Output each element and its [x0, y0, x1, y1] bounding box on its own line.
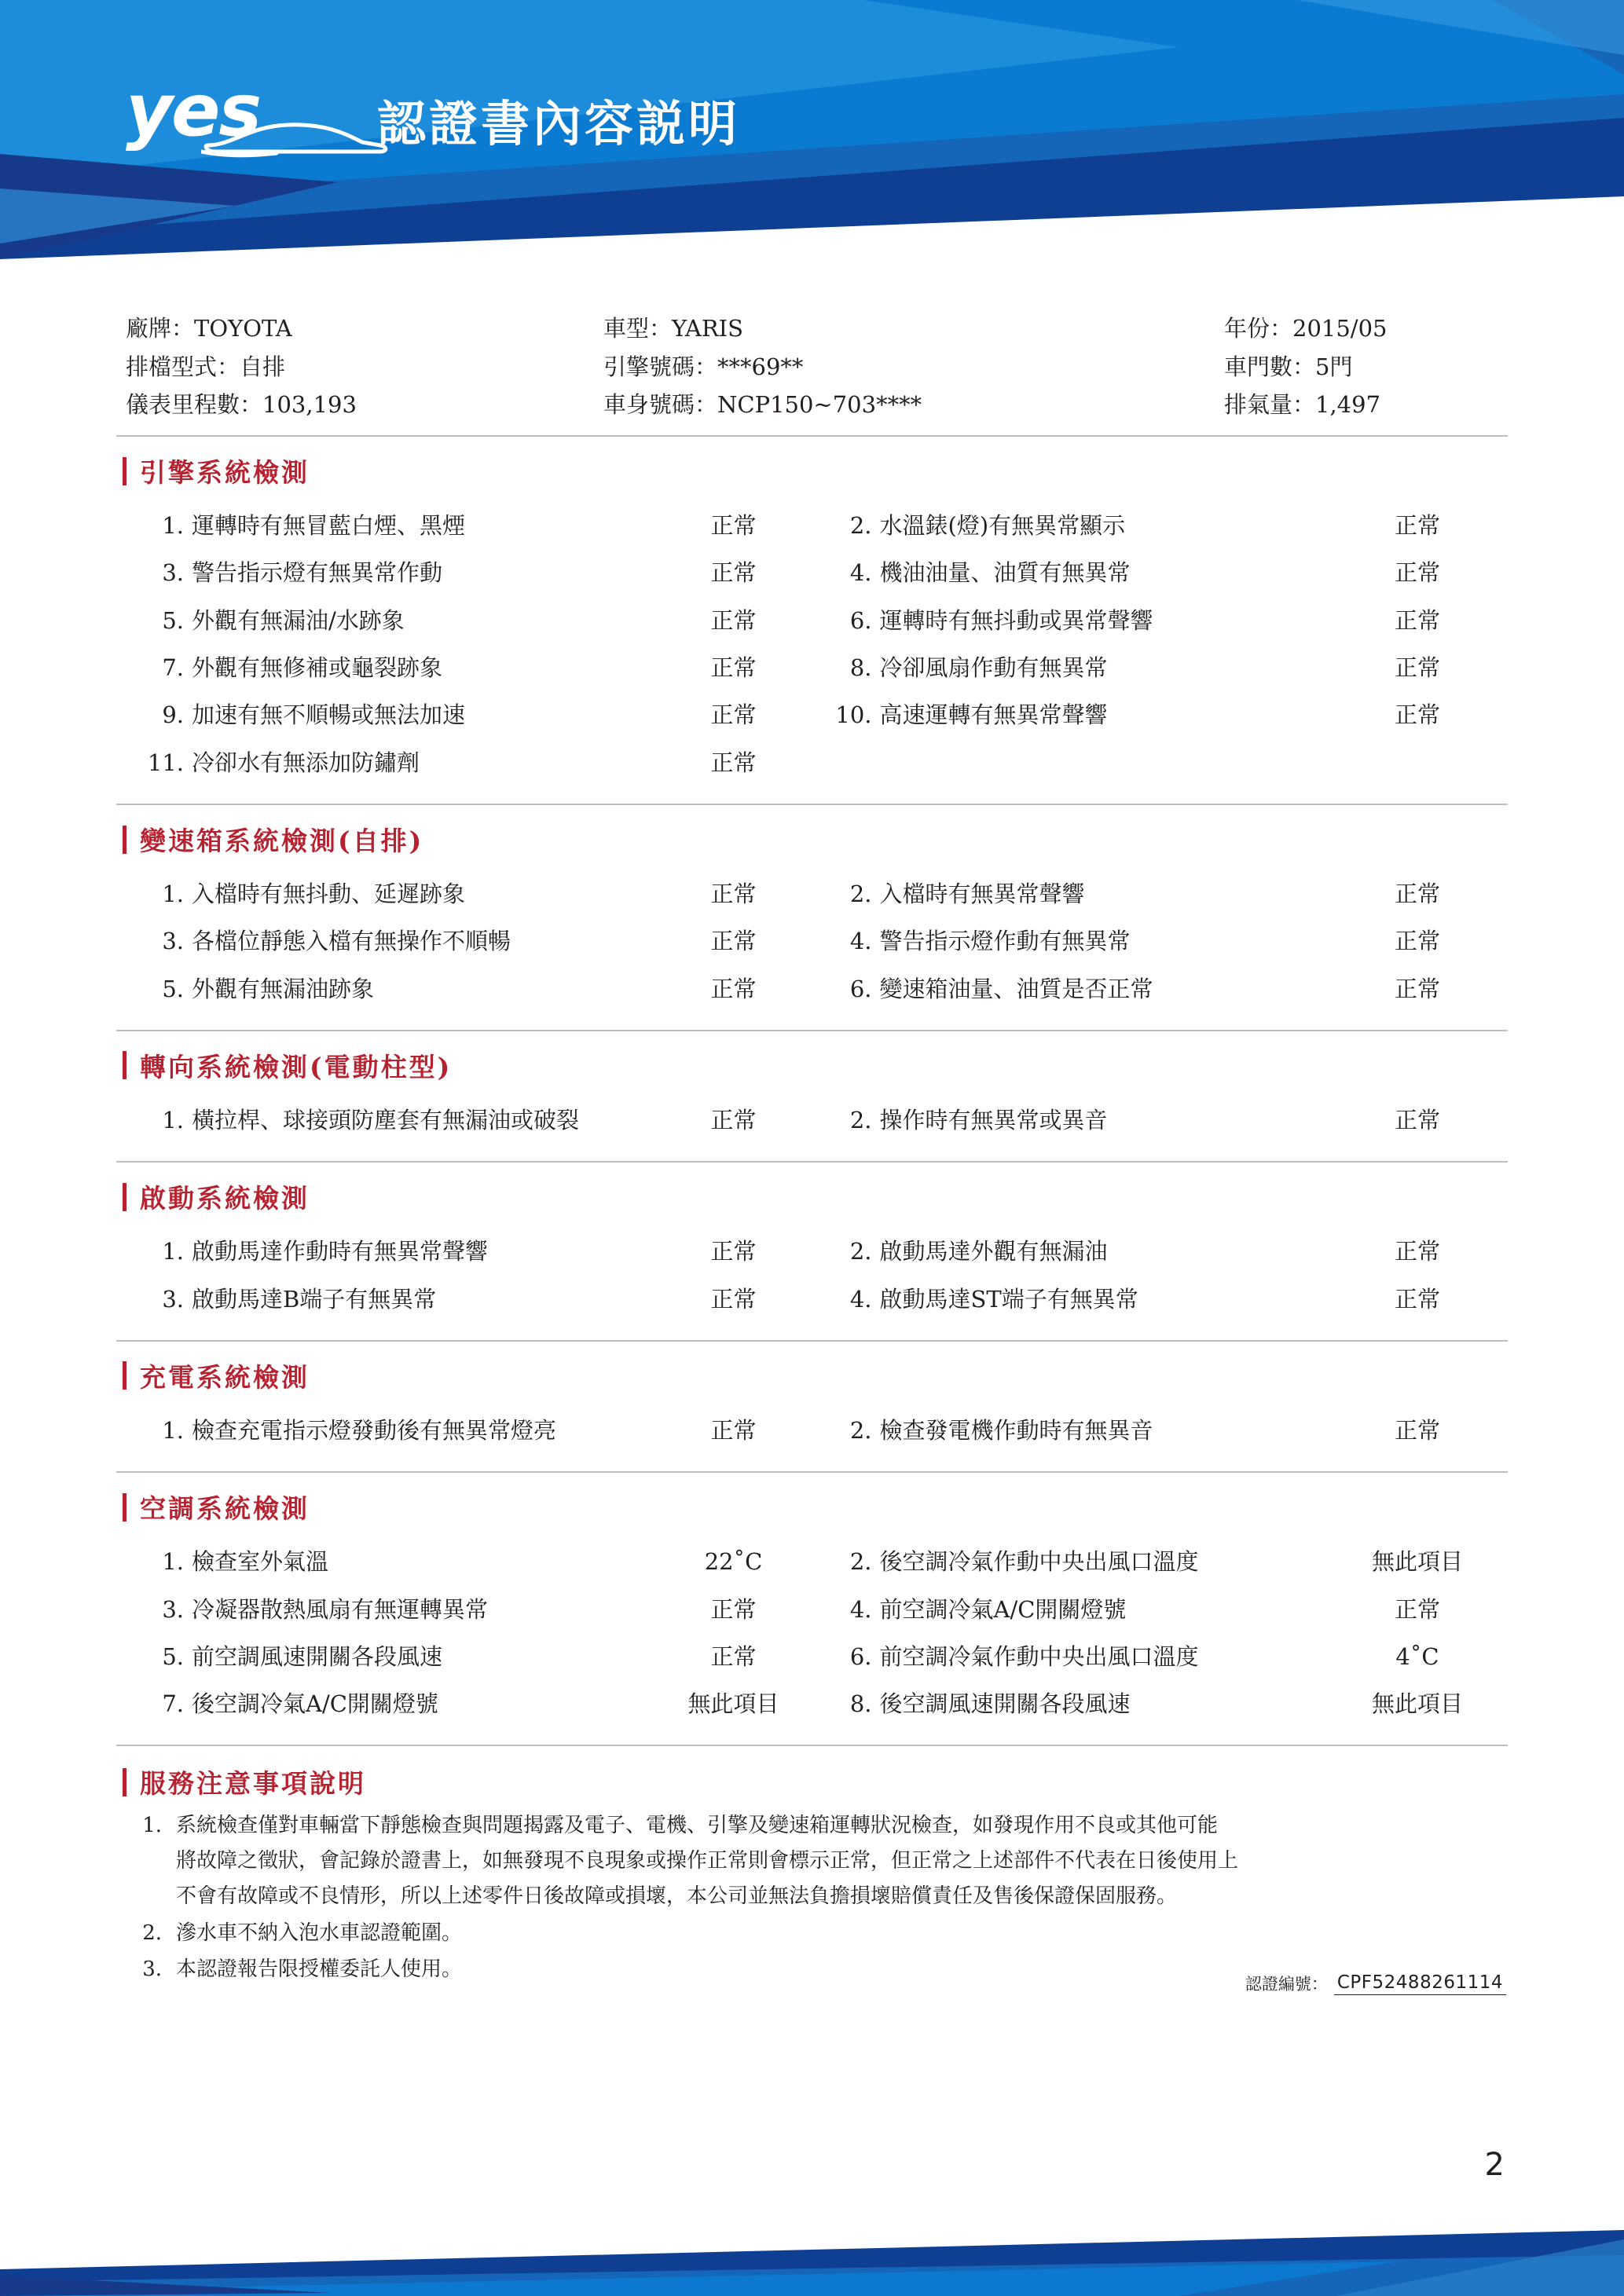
section-title	[116, 1163, 1508, 1225]
section-title-text: 空調系統檢測	[140, 1493, 310, 1525]
notes-title-text: 服務注意事項說明	[140, 1768, 366, 1800]
inspection-row	[116, 870, 1508, 917]
item-value: 正常	[710, 928, 757, 955]
inspection-items	[116, 867, 1508, 1030]
item-value: 無此項目	[687, 1690, 779, 1718]
page-header	[0, 0, 1624, 297]
item-label: 後空調風速開關各段風速	[879, 1690, 1131, 1718]
item-number: 11.	[147, 749, 184, 776]
note-line: 系統檢查僅對車輛當下靜態檢查與問題揭露及電子、電機、引擎及變速箱運轉狀況檢查，如發現作用不良或其他可能	[176, 1814, 1219, 1838]
vehicle-info-field: 車身號碼：NCP150~703****	[603, 391, 922, 419]
inspection-item	[812, 1407, 1509, 1454]
note-line: 不會有故障或不良情形，所以上述零件日後故障或損壞，本公司並無法負擔損壞賠償責任及售後保證保固服務。	[176, 1884, 1178, 1908]
item-number: 2.	[849, 512, 872, 540]
certificate-number-value: CPF52488261114	[1334, 1972, 1506, 1995]
item-label: 啟動馬達B端子有無異常	[192, 1285, 437, 1313]
inspection-item	[812, 1276, 1509, 1323]
item-value: 正常	[1394, 512, 1440, 540]
inspection-row	[116, 691, 1508, 738]
item-label: 入檔時有無抖動、延遲跡象	[192, 881, 466, 908]
item-number: 2.	[849, 881, 872, 908]
inspection-item	[812, 691, 1509, 738]
item-label: 外觀有無漏油/水跡象	[192, 606, 405, 634]
item-label: 水溫錶(燈)有無異常顯示	[879, 512, 1126, 540]
item-label: 冷卻風扇作動有無異常	[879, 654, 1108, 682]
item-label: 後空調冷氣作動中央出風口溫度	[879, 1548, 1199, 1576]
section-accent-bar	[123, 1361, 126, 1390]
item-value: 正常	[710, 1106, 757, 1133]
item-value: 正常	[1394, 701, 1440, 729]
section-title	[116, 1342, 1508, 1404]
item-number: 2.	[849, 1548, 872, 1576]
item-label: 檢查室外氣溫	[192, 1548, 329, 1576]
item-value: 正常	[710, 975, 757, 1002]
item-value: 正常	[710, 881, 757, 908]
inspection-item	[116, 1633, 812, 1680]
vehicle-info-col-1	[116, 309, 603, 424]
item-number: 8.	[849, 1690, 872, 1718]
section-accent-bar	[123, 1768, 126, 1796]
item-number: 1.	[162, 881, 184, 908]
vehicle-info-field: 車門數：5門	[1224, 353, 1353, 380]
item-value: 4˚C	[1395, 1642, 1439, 1670]
inspection-row	[116, 1228, 1508, 1275]
inspection-item	[116, 644, 812, 691]
inspection-item	[116, 1680, 812, 1727]
item-value: 正常	[1394, 606, 1440, 634]
section-engine	[116, 437, 1508, 805]
inspection-row	[116, 739, 1508, 786]
item-label: 後空調冷氣A/C開關燈號	[192, 1690, 438, 1718]
vehicle-info-field: 年份：2015/05	[1224, 315, 1388, 342]
item-value: 正常	[1394, 928, 1440, 955]
section-accent-bar	[123, 1051, 126, 1079]
item-value: 正常	[1394, 1106, 1440, 1133]
item-number: 4.	[849, 559, 872, 587]
item-label: 前空調冷氣A/C開關燈號	[879, 1595, 1127, 1623]
document-body	[0, 297, 1624, 1989]
notes-list	[116, 1808, 1508, 1987]
inspection-row	[116, 1276, 1508, 1323]
notes-title	[116, 1746, 1508, 1808]
inspection-item	[812, 644, 1509, 691]
logo-text: yes	[126, 68, 261, 152]
inspection-item	[116, 1228, 812, 1275]
inspection-item	[812, 1680, 1509, 1727]
inspection-row	[116, 917, 1508, 965]
section-title-text: 啟動系統檢測	[140, 1183, 310, 1214]
item-number: 3.	[162, 1595, 184, 1623]
item-label: 警告指示燈作動有無異常	[879, 928, 1131, 955]
item-label: 前空調風速開關各段風速	[192, 1642, 443, 1670]
section-starter	[116, 1163, 1508, 1342]
inspection-row	[116, 1633, 1508, 1680]
item-value: 正常	[1394, 1416, 1440, 1444]
item-number: 1.	[162, 1416, 184, 1444]
item-label: 外觀有無修補或龜裂跡象	[192, 654, 443, 682]
item-label: 運轉時有無抖動或異常聲響	[879, 606, 1153, 634]
item-label: 外觀有無漏油跡象	[192, 975, 375, 1002]
item-value: 正常	[710, 701, 757, 729]
inspection-row	[116, 965, 1508, 1013]
item-number: 4.	[849, 1595, 872, 1623]
item-value: 22˚C	[704, 1548, 763, 1576]
inspection-item-empty	[812, 739, 1509, 786]
service-notes	[116, 1746, 1508, 1987]
item-value: 正常	[1394, 1285, 1440, 1313]
inspection-item	[116, 597, 812, 644]
note-item	[132, 1808, 1508, 1913]
item-number: 9.	[162, 701, 184, 729]
item-number: 1.	[162, 512, 184, 540]
item-value: 正常	[710, 1595, 757, 1623]
page-footer	[0, 2194, 1624, 2296]
vehicle-info-field: 排檔型式：自排	[126, 353, 286, 380]
item-value: 正常	[710, 1285, 757, 1313]
inspection-item	[812, 1586, 1509, 1633]
inspection-item	[116, 691, 812, 738]
inspection-item	[812, 965, 1509, 1013]
inspection-item	[116, 549, 812, 596]
section-title	[116, 805, 1508, 867]
item-label: 檢查發電機作動時有無異音	[879, 1416, 1153, 1444]
certificate-number-label: 認證編號：	[1245, 1975, 1328, 1994]
vehicle-info-field: 排氣量：1,497	[1224, 391, 1381, 419]
section-title-text: 充電系統檢測	[140, 1361, 310, 1393]
section-accent-bar	[123, 457, 126, 485]
inspection-row	[116, 1407, 1508, 1454]
section-title	[116, 1473, 1508, 1535]
footer-decoration	[0, 2194, 1624, 2296]
section-title	[116, 437, 1508, 499]
item-number: 4.	[849, 1285, 872, 1313]
item-label: 冷凝器散熱風扇有無運轉異常	[192, 1595, 489, 1623]
inspection-items	[116, 499, 1508, 804]
inspection-item	[116, 917, 812, 965]
item-label: 入檔時有無異常聲響	[879, 881, 1085, 908]
inspection-items	[116, 1535, 1508, 1745]
item-value: 正常	[1394, 654, 1440, 682]
note-number: 3.	[142, 1957, 162, 1982]
item-number: 10.	[835, 701, 872, 729]
item-value: 無此項目	[1371, 1548, 1463, 1576]
inspection-row	[116, 644, 1508, 691]
note-number: 1.	[142, 1814, 162, 1838]
item-label: 警告指示燈有無異常作動	[192, 559, 443, 587]
vehicle-info-field: 廠牌：TOYOTA	[126, 315, 292, 342]
item-number: 3.	[162, 559, 184, 587]
item-value: 正常	[710, 559, 757, 587]
item-label: 啟動馬達外觀有無漏油	[879, 1238, 1108, 1265]
item-number: 5.	[162, 1642, 184, 1670]
item-value: 正常	[710, 749, 757, 776]
inspection-row	[116, 502, 1508, 549]
item-label: 運轉時有無冒藍白煙、黑煙	[192, 512, 466, 540]
item-value: 正常	[710, 1238, 757, 1265]
item-number: 8.	[849, 654, 872, 682]
item-number: 4.	[849, 928, 872, 955]
item-value: 正常	[710, 606, 757, 634]
item-number: 1.	[162, 1106, 184, 1133]
inspection-item	[812, 549, 1509, 596]
item-value: 正常	[710, 1416, 757, 1444]
vehicle-info-field: 儀表里程數：103,193	[126, 391, 357, 419]
inspection-row	[116, 597, 1508, 644]
inspection-item	[812, 1228, 1509, 1275]
item-number: 3.	[162, 928, 184, 955]
inspection-item	[116, 502, 812, 549]
item-number: 2.	[849, 1106, 872, 1133]
item-label: 啟動馬達作動時有無異常聲響	[192, 1238, 489, 1265]
vehicle-info	[116, 297, 1508, 437]
inspection-item	[812, 1097, 1509, 1144]
item-number: 7.	[162, 654, 184, 682]
inspection-item	[812, 597, 1509, 644]
inspection-item	[116, 1586, 812, 1633]
section-title-text: 變速箱系統檢測(自排)	[140, 826, 424, 857]
inspection-item	[116, 1097, 812, 1144]
note-line: 將故障之徵狀，會記錄於證書上，如無發現不良現象或操作正常則會標示正常，但正常之上述部件不代表在日後使用上	[176, 1849, 1239, 1873]
inspection-item	[812, 1633, 1509, 1680]
item-value: 正常	[1394, 559, 1440, 587]
inspection-item	[812, 1538, 1509, 1585]
section-transmission	[116, 805, 1508, 1031]
item-number: 7.	[162, 1690, 184, 1718]
section-accent-bar	[123, 1183, 126, 1211]
inspection-row	[116, 1586, 1508, 1633]
inspection-item	[116, 965, 812, 1013]
item-number: 6.	[849, 1642, 872, 1670]
item-number: 5.	[162, 975, 184, 1002]
item-value: 正常	[1394, 1238, 1440, 1265]
item-label: 冷卻水有無添加防鏽劑	[192, 749, 420, 776]
inspection-item	[116, 1407, 812, 1454]
inspection-item	[116, 739, 812, 786]
inspection-item	[116, 1538, 812, 1585]
section-charging	[116, 1342, 1508, 1473]
inspection-row	[116, 549, 1508, 596]
item-value: 正常	[1394, 1595, 1440, 1623]
section-accent-bar	[123, 1493, 126, 1522]
note-line: 本認證報告限授權委託人使用。	[176, 1957, 463, 1982]
vehicle-info-col-3	[1224, 309, 1499, 424]
section-title-text: 引擎系統檢測	[140, 457, 310, 489]
item-label: 高速運轉有無異常聲響	[879, 701, 1108, 729]
item-label: 各檔位靜態入檔有無操作不順暢	[192, 928, 511, 955]
section-title-text: 轉向系統檢測(電動柱型)	[140, 1051, 453, 1082]
inspection-items	[116, 1093, 1508, 1161]
item-number: 5.	[162, 606, 184, 634]
item-number: 2.	[849, 1238, 872, 1265]
note-number: 2.	[142, 1921, 162, 1945]
item-label: 啟動馬達ST端子有無異常	[879, 1285, 1138, 1313]
inspection-row	[116, 1680, 1508, 1727]
inspection-row	[116, 1097, 1508, 1144]
item-label: 加速有無不順暢或無法加速	[192, 701, 466, 729]
note-text	[176, 1808, 1508, 1913]
inspection-item	[116, 870, 812, 917]
note-item	[132, 1916, 1508, 1951]
item-number: 1.	[162, 1238, 184, 1265]
note-line: 滲水車不納入泡水車認證範圍。	[176, 1921, 463, 1945]
page-number: 2	[1484, 2147, 1505, 2183]
item-number: 6.	[849, 975, 872, 1002]
yes-logo	[126, 68, 369, 161]
item-label: 前空調冷氣作動中央出風口溫度	[879, 1642, 1199, 1670]
inspection-item	[812, 870, 1509, 917]
inspection-item	[116, 1276, 812, 1323]
item-label: 變速箱油量、油質是否正常	[879, 975, 1153, 1002]
section-air-conditioning	[116, 1473, 1508, 1746]
item-label: 機油油量、油質有無異常	[879, 559, 1131, 587]
item-value: 正常	[710, 1642, 757, 1670]
item-value: 正常	[1394, 881, 1440, 908]
item-value: 正常	[710, 654, 757, 682]
inspection-row	[116, 1538, 1508, 1585]
page-title: 認證書內容説明	[377, 95, 741, 152]
section-steering	[116, 1031, 1508, 1163]
certificate-number	[1245, 1972, 1506, 1995]
vehicle-info-col-2	[603, 309, 1224, 424]
item-number: 6.	[849, 606, 872, 634]
note-text	[176, 1916, 1508, 1951]
item-number: 1.	[162, 1548, 184, 1576]
inspection-items	[116, 1225, 1508, 1340]
item-label: 檢查充電指示燈發動後有無異常燈亮	[192, 1416, 557, 1444]
item-number: 3.	[162, 1285, 184, 1313]
section-title	[116, 1031, 1508, 1093]
vehicle-info-field: 車型：YARIS	[603, 315, 743, 342]
inspection-items	[116, 1404, 1508, 1471]
vehicle-info-field: 引擎號碼：***69**	[603, 353, 804, 380]
section-accent-bar	[123, 826, 126, 854]
item-label: 操作時有無異常或異音	[879, 1106, 1108, 1133]
item-value: 無此項目	[1371, 1690, 1463, 1718]
item-value: 正常	[1394, 975, 1440, 1002]
item-label: 橫拉桿、球接頭防塵套有無漏油或破裂	[192, 1106, 580, 1133]
inspection-item	[812, 502, 1509, 549]
item-number: 2.	[849, 1416, 872, 1444]
inspection-item	[812, 917, 1509, 965]
item-value: 正常	[710, 512, 757, 540]
